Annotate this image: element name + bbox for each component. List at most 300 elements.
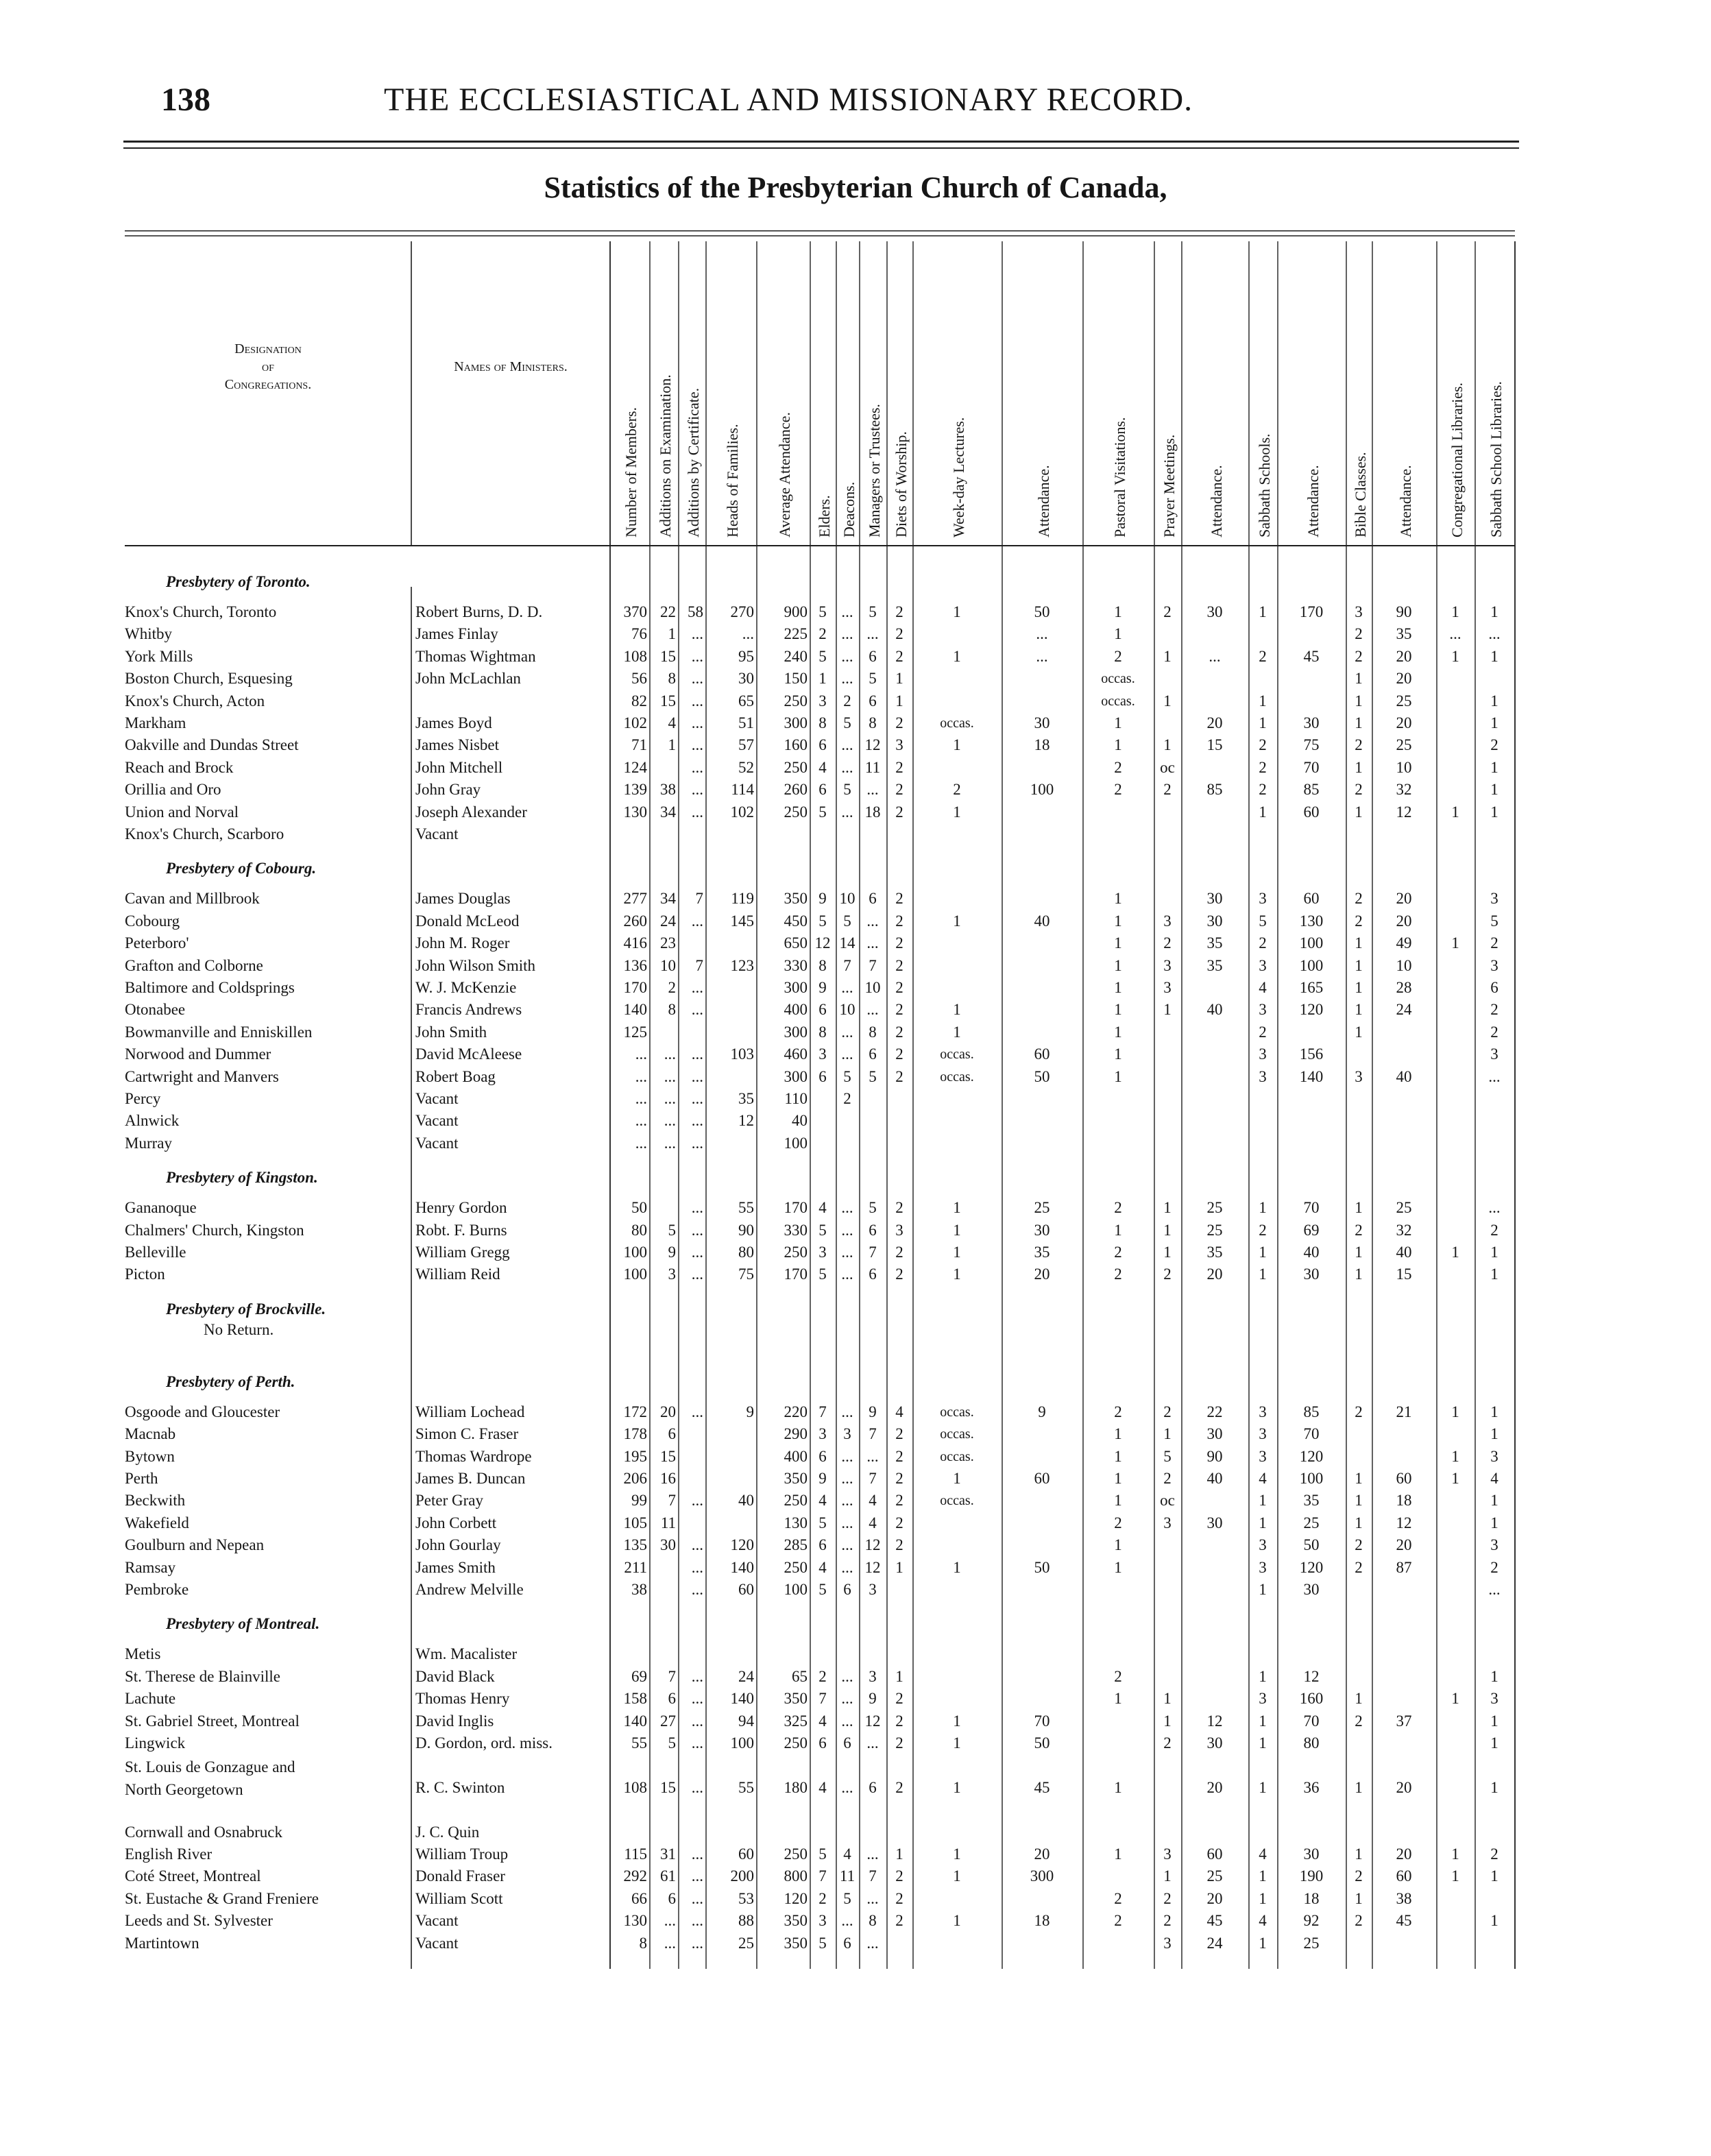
congregation-name: Picton xyxy=(125,1265,165,1283)
stat-value: ... xyxy=(691,912,703,930)
stat-value: 30 xyxy=(1206,890,1223,908)
stat-value: 1 xyxy=(1259,803,1267,821)
stat-value: 2 xyxy=(895,647,903,665)
stat-value: 130 xyxy=(623,803,647,821)
stat-value: 36 xyxy=(1303,1778,1320,1796)
stat-value: 3 xyxy=(818,692,827,710)
stat-value: 57 xyxy=(738,736,754,754)
column-header xyxy=(610,240,650,542)
stat-value: 250 xyxy=(784,1734,808,1752)
stat-value: 65 xyxy=(738,692,754,710)
header-designation-line: of xyxy=(262,359,274,374)
stat-value: 110 xyxy=(784,1090,808,1107)
stat-value: 90 xyxy=(1396,603,1412,620)
stat-value: 240 xyxy=(784,647,808,665)
stat-value: 2 xyxy=(895,1690,903,1708)
stat-value: 2 xyxy=(895,1492,903,1510)
stat-value: 24 xyxy=(660,912,676,930)
stat-value: 400 xyxy=(784,1447,808,1465)
stat-value: 1 xyxy=(1163,1867,1172,1885)
stat-value: 2 xyxy=(1163,603,1172,620)
stat-value: ... xyxy=(841,1244,853,1261)
congregation-name: St. Gabriel Street, Montreal xyxy=(125,1712,300,1730)
stat-value: 1 xyxy=(1451,1690,1459,1708)
stat-value: 3 xyxy=(818,1244,827,1261)
stat-value: 12 xyxy=(738,1112,754,1130)
stat-value: 6 xyxy=(818,781,827,799)
stat-value: 1 xyxy=(1490,647,1498,665)
column-header-label: Bible Classes. xyxy=(1352,452,1369,537)
presbytery-heading: Presbytery of Montreal. xyxy=(166,1615,320,1633)
stat-value: 211 xyxy=(624,1558,647,1576)
stat-value: 66 xyxy=(631,1889,647,1907)
stat-value: 1 xyxy=(1259,1712,1267,1730)
stat-value: 7 xyxy=(869,1425,877,1443)
stat-value: 50 xyxy=(1034,1734,1050,1752)
stat-value: 9 xyxy=(818,890,827,908)
stat-value: 1 xyxy=(1114,1536,1122,1554)
minister-name: Vacant xyxy=(415,1134,459,1152)
stat-value: 1 xyxy=(1163,1425,1172,1443)
stat-value: 18 xyxy=(1396,1492,1412,1510)
congregation-name: Norwood and Dummer xyxy=(125,1045,271,1063)
minister-name: Thomas Wardrope xyxy=(415,1447,532,1465)
stat-value: 1 xyxy=(1259,1265,1267,1283)
stat-value: 30 xyxy=(1034,714,1050,731)
stat-value: 140 xyxy=(1299,1067,1324,1085)
stat-value: ... xyxy=(635,1134,647,1152)
stat-value: 140 xyxy=(623,1001,647,1019)
stat-value: 1 xyxy=(1355,1265,1363,1283)
stat-value: ... xyxy=(691,1244,703,1261)
stat-value: 30 xyxy=(1206,1514,1223,1531)
stat-value: 120 xyxy=(784,1889,808,1907)
stat-value: 450 xyxy=(784,912,808,930)
stat-value: 1 xyxy=(1114,1492,1122,1510)
stat-value: ... xyxy=(841,1712,853,1730)
stat-value: 10 xyxy=(1396,956,1412,974)
stat-value: 3 xyxy=(1490,890,1498,908)
stat-value: 170 xyxy=(623,979,647,996)
stat-value: 2 xyxy=(818,1889,827,1907)
stat-value: 1 xyxy=(1163,1244,1172,1261)
stat-value: 4 xyxy=(1259,979,1267,996)
stat-value: 69 xyxy=(1303,1221,1320,1239)
stat-value: ... xyxy=(841,1199,853,1217)
stat-value: ... xyxy=(841,1690,853,1708)
stat-value: 4 xyxy=(1259,1912,1267,1930)
stat-value: 15 xyxy=(1396,1265,1412,1283)
minister-name: John Smith xyxy=(415,1023,487,1041)
stat-value: 1 xyxy=(1490,692,1498,710)
stat-value: 1 xyxy=(953,1265,961,1283)
stat-value: ... xyxy=(664,1934,676,1952)
stat-value: 1 xyxy=(1355,1244,1363,1261)
stat-value: 2 xyxy=(1114,1199,1122,1217)
congregation-name: Knox's Church, Toronto xyxy=(125,603,277,620)
stat-value: 2 xyxy=(895,956,903,974)
stat-value: ... xyxy=(691,1492,703,1510)
stat-value: 100 xyxy=(1299,956,1324,974)
stat-value: 300 xyxy=(784,1023,808,1041)
stat-value: 1 xyxy=(1451,1470,1459,1487)
stat-value: ... xyxy=(691,1221,703,1239)
stat-value: 49 xyxy=(1396,934,1412,952)
stat-value: 1 xyxy=(953,1867,961,1885)
stat-value: 5 xyxy=(843,1067,851,1085)
stat-value: 140 xyxy=(730,1558,754,1576)
stat-value: 103 xyxy=(730,1045,754,1063)
stat-value: ... xyxy=(691,781,703,799)
minister-name: Donald Fraser xyxy=(415,1867,505,1885)
stat-value: 9 xyxy=(818,979,827,996)
stat-value: 2 xyxy=(895,603,903,620)
stat-value: 6 xyxy=(818,736,827,754)
stat-value: 2 xyxy=(1163,1734,1172,1752)
stat-value: 1 xyxy=(1114,736,1122,754)
stat-value: 250 xyxy=(784,1244,808,1261)
stat-value: 30 xyxy=(1206,1734,1223,1752)
stat-value: 250 xyxy=(784,1845,808,1863)
column-header-label: Attendance. xyxy=(1208,465,1225,537)
stat-value: 2 xyxy=(895,1244,903,1261)
stat-value: 20 xyxy=(1034,1265,1050,1283)
stat-value: 1 xyxy=(1355,758,1363,776)
stat-value: 37 xyxy=(1396,1712,1412,1730)
stat-value: 5 xyxy=(843,714,851,731)
stat-value: 250 xyxy=(784,1558,808,1576)
stat-value: 10 xyxy=(839,890,855,908)
stat-value: 5 xyxy=(818,1265,827,1283)
stat-value: 1 xyxy=(953,736,961,754)
stat-value: 23 xyxy=(660,934,676,952)
minister-name: William Gregg xyxy=(415,1244,510,1261)
minister-name: Simon C. Fraser xyxy=(415,1425,519,1443)
stat-value: ... xyxy=(691,1912,703,1930)
stat-value: 1 xyxy=(1490,1492,1498,1510)
stat-value: 1 xyxy=(1163,1199,1172,1217)
stat-value: 6 xyxy=(869,1221,877,1239)
stat-value: 1 xyxy=(1355,1199,1363,1217)
minister-name: Robt. F. Burns xyxy=(415,1221,507,1239)
column-header xyxy=(1182,240,1249,542)
stat-value: 2 xyxy=(895,1536,903,1554)
stat-value: 45 xyxy=(1034,1778,1050,1796)
stat-value: 65 xyxy=(792,1667,808,1685)
stat-value: 60 xyxy=(1034,1470,1050,1487)
stat-value: 31 xyxy=(660,1845,676,1863)
stat-value: 85 xyxy=(1303,781,1320,799)
stat-value: ... xyxy=(1036,647,1048,665)
stat-value: 220 xyxy=(784,1403,808,1420)
stat-value: 3 xyxy=(1259,890,1267,908)
stat-value: 1 xyxy=(1451,603,1459,620)
stat-value: 7 xyxy=(695,890,703,908)
congregation-name: Oakville and Dundas Street xyxy=(125,736,299,754)
stat-value: 2 xyxy=(1259,647,1267,665)
congregation-name: Reach and Brock xyxy=(125,758,234,776)
minister-name: John Mitchell xyxy=(415,758,503,776)
stat-value: 2 xyxy=(1114,1514,1122,1531)
stat-value: 1 xyxy=(1355,979,1363,996)
stat-value: 1 xyxy=(953,1734,961,1752)
stat-value: 3 xyxy=(895,1221,903,1239)
stat-value: 12 xyxy=(864,736,881,754)
stat-value: 20 xyxy=(1396,714,1412,731)
stat-value: 290 xyxy=(784,1425,808,1443)
stat-value: 1 xyxy=(1451,647,1459,665)
congregation-name: Beckwith xyxy=(125,1492,186,1510)
stat-value: ... xyxy=(866,1447,879,1465)
stat-value: 2 xyxy=(1355,912,1363,930)
stat-value: 2 xyxy=(1259,1023,1267,1041)
stat-value: 125 xyxy=(623,1023,647,1041)
stat-value: 2 xyxy=(1114,1244,1122,1261)
stat-value: 60 xyxy=(1034,1045,1050,1063)
stat-value: 120 xyxy=(1299,1447,1324,1465)
stat-value: ... xyxy=(1209,647,1221,665)
stat-value: 1 xyxy=(1490,1403,1498,1420)
stat-value: 6 xyxy=(818,1734,827,1752)
stat-value: 61 xyxy=(660,1867,676,1885)
table-title: Statistics of the Presbyterian Church of Canada, xyxy=(544,171,1167,204)
stat-value: 12 xyxy=(814,934,831,952)
stat-value: 2 xyxy=(895,714,903,731)
stat-value: 10 xyxy=(660,956,676,974)
stat-value: 120 xyxy=(1299,1001,1324,1019)
stat-value: 14 xyxy=(839,934,855,952)
stat-value: ... xyxy=(1488,625,1501,643)
congregation-name: Bowmanville and Enniskillen xyxy=(125,1023,313,1041)
stat-value: 1 xyxy=(1355,1889,1363,1907)
stat-value: occas. xyxy=(940,1449,974,1464)
congregation-name: Lingwick xyxy=(125,1734,186,1752)
stat-value: 1 xyxy=(1355,1001,1363,1019)
stat-value: 2 xyxy=(895,1067,903,1085)
stat-value: 1 xyxy=(1114,934,1122,952)
stat-value: ... xyxy=(691,1199,703,1217)
congregation-name: Chalmers' Church, Kingston xyxy=(125,1221,304,1239)
stat-value: 8 xyxy=(818,714,827,731)
stat-value: 60 xyxy=(738,1581,754,1598)
stat-value: 30 xyxy=(1303,1581,1320,1598)
stat-value: 1 xyxy=(1355,1778,1363,1796)
column-header xyxy=(887,240,913,542)
minister-name: David Black xyxy=(415,1667,495,1685)
stat-value: 292 xyxy=(623,1867,647,1885)
stat-value: ... xyxy=(691,1867,703,1885)
stat-value: 100 xyxy=(1299,934,1324,952)
stat-value: 1 xyxy=(953,912,961,930)
stat-value: 8 xyxy=(639,1934,647,1952)
stat-value: 160 xyxy=(1299,1690,1324,1708)
stat-value: ... xyxy=(841,803,853,821)
stat-value: 8 xyxy=(668,670,676,688)
stat-value: 10 xyxy=(1396,758,1412,776)
stat-value: 100 xyxy=(623,1265,647,1283)
stat-value: 800 xyxy=(784,1867,808,1885)
stat-value: 35 xyxy=(1206,934,1223,952)
stat-value: 2 xyxy=(1355,647,1363,665)
stat-value: 119 xyxy=(731,890,754,908)
stat-value: 165 xyxy=(1299,979,1324,996)
stat-value: 1 xyxy=(668,625,676,643)
column-header xyxy=(1437,240,1475,542)
stat-value: 16 xyxy=(660,1470,676,1487)
stat-value: 1 xyxy=(1490,1712,1498,1730)
column-header-label: Diets of Worship. xyxy=(893,431,910,537)
stat-value: 2 xyxy=(668,979,676,996)
stat-value: 1 xyxy=(1114,1447,1122,1465)
stat-value: ... xyxy=(866,1889,879,1907)
stat-value: 32 xyxy=(1396,1221,1412,1239)
stat-value: 2 xyxy=(1490,736,1498,754)
stat-value: 5 xyxy=(818,912,827,930)
stat-value: 1 xyxy=(1114,979,1122,996)
stat-value: 1 xyxy=(1114,912,1122,930)
stat-value: 1 xyxy=(1114,1690,1122,1708)
minister-name: Henry Gordon xyxy=(415,1199,507,1217)
stat-value: 2 xyxy=(895,1912,903,1930)
stat-value: 3 xyxy=(1163,912,1172,930)
stat-value: 1 xyxy=(1490,1667,1498,1685)
congregation-name: Cartwright and Manvers xyxy=(125,1067,279,1085)
stat-value: 38 xyxy=(1396,1889,1412,1907)
stat-value: 51 xyxy=(738,714,754,731)
stat-value: ... xyxy=(635,1090,647,1107)
stat-value: 70 xyxy=(1034,1712,1050,1730)
stat-value: ... xyxy=(691,758,703,776)
column-header-label: Heads of Families. xyxy=(724,424,741,537)
stat-value: 12 xyxy=(1396,1514,1412,1531)
stat-value: 3 xyxy=(1163,1934,1172,1952)
stat-value: 7 xyxy=(869,1867,877,1885)
stat-value: 3 xyxy=(1355,1067,1363,1085)
congregation-name: Murray xyxy=(125,1134,172,1152)
stat-value: 35 xyxy=(1206,1244,1223,1261)
stat-value: 50 xyxy=(631,1199,647,1217)
stat-value: 6 xyxy=(818,1536,827,1554)
stat-value: 2 xyxy=(1114,1667,1122,1685)
stat-value: 1 xyxy=(1451,1867,1459,1885)
stat-value: 2 xyxy=(895,1712,903,1730)
stat-value: 1 xyxy=(953,803,961,821)
header-designation xyxy=(125,340,411,393)
stat-value: 2 xyxy=(895,1734,903,1752)
stat-value: ... xyxy=(841,1492,853,1510)
stat-value: ... xyxy=(841,1023,853,1041)
stat-value: occas. xyxy=(1101,693,1135,709)
congregation-name: Bytown xyxy=(125,1447,175,1465)
stat-value: 15 xyxy=(660,1447,676,1465)
stat-value: ... xyxy=(841,625,853,643)
stat-value: 15 xyxy=(660,647,676,665)
congregation-name: Pembroke xyxy=(125,1581,189,1598)
stat-value: ... xyxy=(841,1447,853,1465)
stat-value: 1 xyxy=(1114,1001,1122,1019)
stat-value: 5 xyxy=(869,670,877,688)
stat-value: 2 xyxy=(1163,781,1172,799)
stat-value: ... xyxy=(691,1690,703,1708)
stat-value: 139 xyxy=(623,781,647,799)
congregation-name: Wakefield xyxy=(125,1514,189,1531)
stat-value: ... xyxy=(635,1112,647,1130)
stat-value: 52 xyxy=(738,758,754,776)
minister-name: R. C. Swinton xyxy=(415,1778,505,1796)
stat-value: 30 xyxy=(1206,1425,1223,1443)
stat-value: 1 xyxy=(1490,1778,1498,1796)
minister-name: J. C. Quin xyxy=(415,1823,480,1841)
stat-value: 250 xyxy=(784,1492,808,1510)
stat-value: ... xyxy=(691,1134,703,1152)
stat-value: 5 xyxy=(818,603,827,620)
stat-value: 5 xyxy=(818,1581,827,1598)
stat-value: 1 xyxy=(1163,736,1172,754)
stat-value: 90 xyxy=(1206,1447,1223,1465)
stat-value: 40 xyxy=(1206,1470,1223,1487)
stat-value: ... xyxy=(691,1581,703,1598)
stat-value: 7 xyxy=(695,956,703,974)
stat-value: ... xyxy=(664,1912,676,1930)
column-header-label: Additions on Examination. xyxy=(657,374,674,537)
stat-value: 45 xyxy=(1396,1912,1412,1930)
stat-value: occas. xyxy=(940,1427,974,1442)
stat-value: 1 xyxy=(1355,1470,1363,1487)
stat-value: 9 xyxy=(818,1470,827,1487)
stat-value: 10 xyxy=(839,1001,855,1019)
stat-value: 12 xyxy=(1396,803,1412,821)
stat-value: 70 xyxy=(1303,758,1320,776)
stat-value: 1 xyxy=(953,1221,961,1239)
stat-value: 71 xyxy=(631,736,647,754)
stat-value: ... xyxy=(841,603,853,620)
stat-value: ... xyxy=(691,1536,703,1554)
stat-value: 50 xyxy=(1034,1558,1050,1576)
stat-value: ... xyxy=(841,736,853,754)
stat-value: 1 xyxy=(953,1199,961,1217)
stat-value: 1 xyxy=(1451,1447,1459,1465)
stat-value: 1 xyxy=(1259,1244,1267,1261)
stat-value: ... xyxy=(841,1514,853,1531)
congregation-name: Leeds and St. Sylvester xyxy=(125,1912,273,1930)
stat-value: 9 xyxy=(869,1403,877,1420)
stat-value: 2 xyxy=(1490,1023,1498,1041)
stat-value: 4 xyxy=(869,1514,877,1531)
stat-value: 5 xyxy=(818,647,827,665)
congregation-name: Lachute xyxy=(125,1690,176,1708)
stat-value: 30 xyxy=(1303,1265,1320,1283)
minister-name: James Nisbet xyxy=(415,736,500,754)
stat-value: 1 xyxy=(1114,1425,1122,1443)
stat-value: 2 xyxy=(1259,1221,1267,1239)
minister-name: W. J. McKenzie xyxy=(415,979,517,996)
column-header-label: Prayer Meetings. xyxy=(1161,434,1178,537)
stat-value: 1 xyxy=(1114,1778,1122,1796)
stat-value: 2 xyxy=(1490,1001,1498,1019)
stat-value: 18 xyxy=(1034,1912,1050,1930)
stat-value: 6 xyxy=(668,1425,676,1443)
stat-value: 3 xyxy=(1490,1536,1498,1554)
stat-value: 6 xyxy=(1490,979,1498,996)
congregation-name: Boston Church, Esquesing xyxy=(125,670,293,688)
stat-value: 120 xyxy=(730,1536,754,1554)
stat-value: 3 xyxy=(1163,979,1172,996)
stat-value: 1 xyxy=(1259,1199,1267,1217)
stat-value: 2 xyxy=(1355,625,1363,643)
stat-value: 3 xyxy=(818,1425,827,1443)
stat-value: 82 xyxy=(631,692,647,710)
stat-value: 2 xyxy=(1114,758,1122,776)
